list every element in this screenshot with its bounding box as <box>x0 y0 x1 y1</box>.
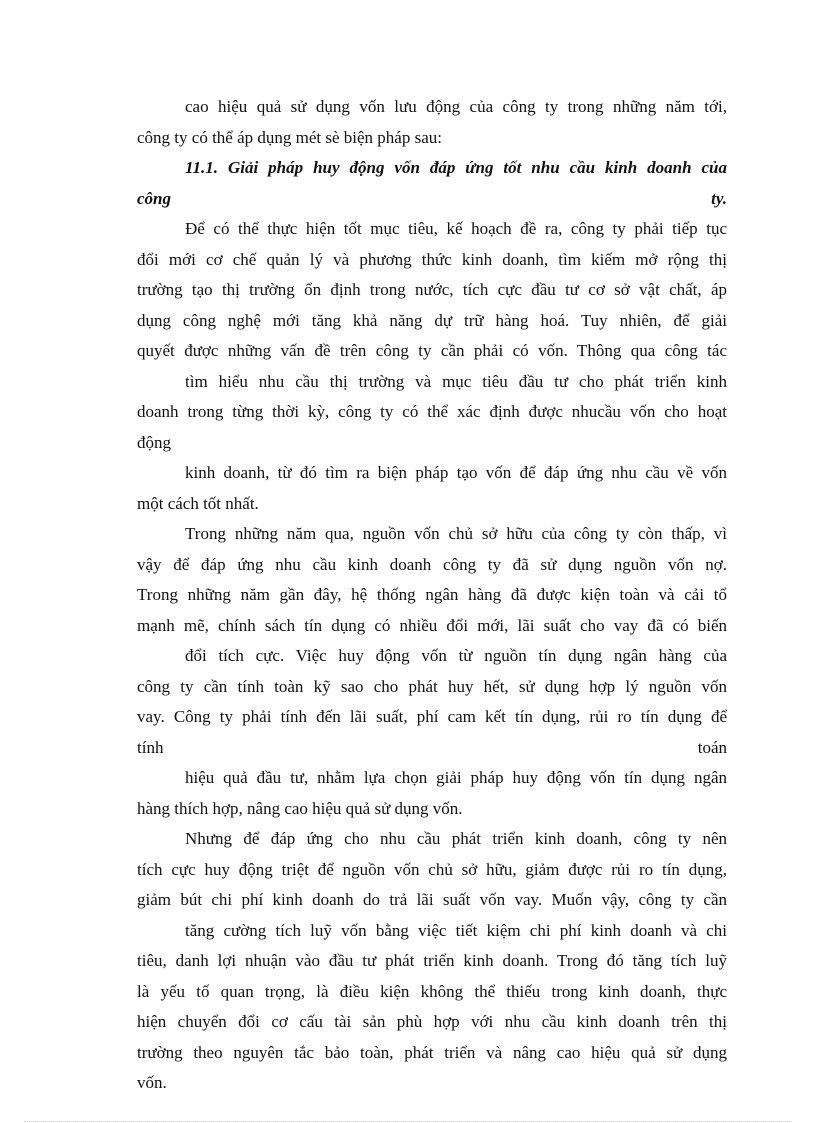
text-line: hiệu quả đầu tư, nhằm lựa chọn giải pháp huy động vốn tín dụng ngân <box>185 768 727 787</box>
text-line: Trong những năm gần đây, hệ thống ngân hàng đã được kiện toàn và cải tổ <box>137 585 727 604</box>
text-line: doanh trong từng thời kỳ, công ty có thể xác định được nhucầu vốn cho hoạt <box>137 402 727 421</box>
text-line <box>137 733 727 764</box>
text-line: một cách tốt nhất. <box>137 493 259 513</box>
text-line: công ty có thể áp dụng mét sè biện pháp sau: <box>137 127 442 147</box>
text-line: công ty cần tính toàn kỹ sao cho phát huy hết, sử dụng hợp lý nguồn vốn <box>137 676 727 696</box>
page-bottom-rule <box>24 1121 792 1122</box>
text-line: vậy để đáp ứng nhu cầu kinh doanh công ty đã sử dụng nguồn vốn nợ. <box>137 554 727 574</box>
text-line: vay. Công ty phải tính đến lãi suất, phí cam kết tín dụng, rủi ro tín dụng để <box>137 707 727 726</box>
text-line: giảm bút chi phí kinh doanh do trả lãi suất vốn vay. Muốn vậy, công ty cần <box>137 890 727 909</box>
heading-line: 11.1. Giải pháp huy động vốn đáp ứng tốt nhu cầu kinh doanh của <box>185 158 727 177</box>
text-line: trường tạo thị trường ổn định trong nước, tích cực đầu tư cơ sở vật chất, áp <box>137 280 727 299</box>
line-right-word: ty. <box>711 188 727 208</box>
text-line: Để có thể thực hiện tốt mục tiêu, kế hoạch đề ra, công ty phải tiếp tục <box>185 219 727 238</box>
text-line: hiện chuyển đổi cơ cấu tài sản phù hợp với nhu cầu kinh doanh trên thị <box>137 1012 727 1031</box>
text-line: tìm hiểu nhu cầu thị trường và mục tiêu đầu tư cho phát triển kinh <box>185 371 727 391</box>
text-line: hàng thích hợp, nâng cao hiệu quả sử dụng vốn. <box>137 798 463 818</box>
heading-line <box>137 184 727 215</box>
text-line: tiêu, danh lợi nhuận vào đầu tư phát triển kinh doanh. Trong đó tăng tích luỹ <box>137 951 727 970</box>
text-line: là yếu tố quan trọng, là điều kiện không thể thiếu trong kinh doanh, thực <box>137 981 727 1001</box>
text-line: Trong những năm qua, nguồn vốn chủ sở hữu của công ty còn thấp, vì <box>185 524 727 543</box>
line-right-word: toán <box>697 737 727 757</box>
text-line: đổi tích cực. Việc huy động vốn từ nguồn tín dụng ngân hàng của <box>185 646 727 665</box>
line-left-word: tính <box>137 737 164 757</box>
line-left-word: công <box>137 188 171 208</box>
text-line: kinh doanh, từ đó tìm ra biện pháp tạo vốn để đáp ứng nhu cầu về vốn <box>185 463 727 482</box>
text-line: vốn. <box>137 1073 167 1092</box>
text-line: mạnh mẽ, chính sách tín dụng có nhiều đổi mới, lãi suất cho vay đã có biến <box>137 615 727 635</box>
text-line: cao hiệu quả sử dụng vốn lưu động của công ty trong những năm tới, <box>185 97 727 116</box>
text-line: tăng cường tích luỹ vốn bằng việc tiết kiệm chi phí kinh doanh và chi <box>185 920 727 940</box>
document-body <box>137 92 727 1099</box>
text-line: động <box>137 432 171 452</box>
text-line: Nhưng để đáp ứng cho nhu cầu phát triển kinh doanh, công ty nên <box>185 829 727 848</box>
text-line: trường theo nguyên tắc bảo toàn, phát triển và nâng cao hiệu quả sử dụng <box>137 1042 727 1062</box>
text-line: đổi mới cơ chế quản lý và phương thức kinh doanh, tìm kiếm mở rộng thị <box>137 249 727 269</box>
text-line: quyết được những vấn đề trên công ty cần phải có vốn. Thông qua công tác <box>137 341 727 360</box>
text-line: tích cực huy động triệt để nguồn vốn chủ sở hữu, giảm được rủi ro tín dụng, <box>137 859 727 879</box>
text-line: dụng công nghệ mới tăng khả năng dự trữ hàng hoá. Tuy nhiên, để giải <box>137 310 727 330</box>
